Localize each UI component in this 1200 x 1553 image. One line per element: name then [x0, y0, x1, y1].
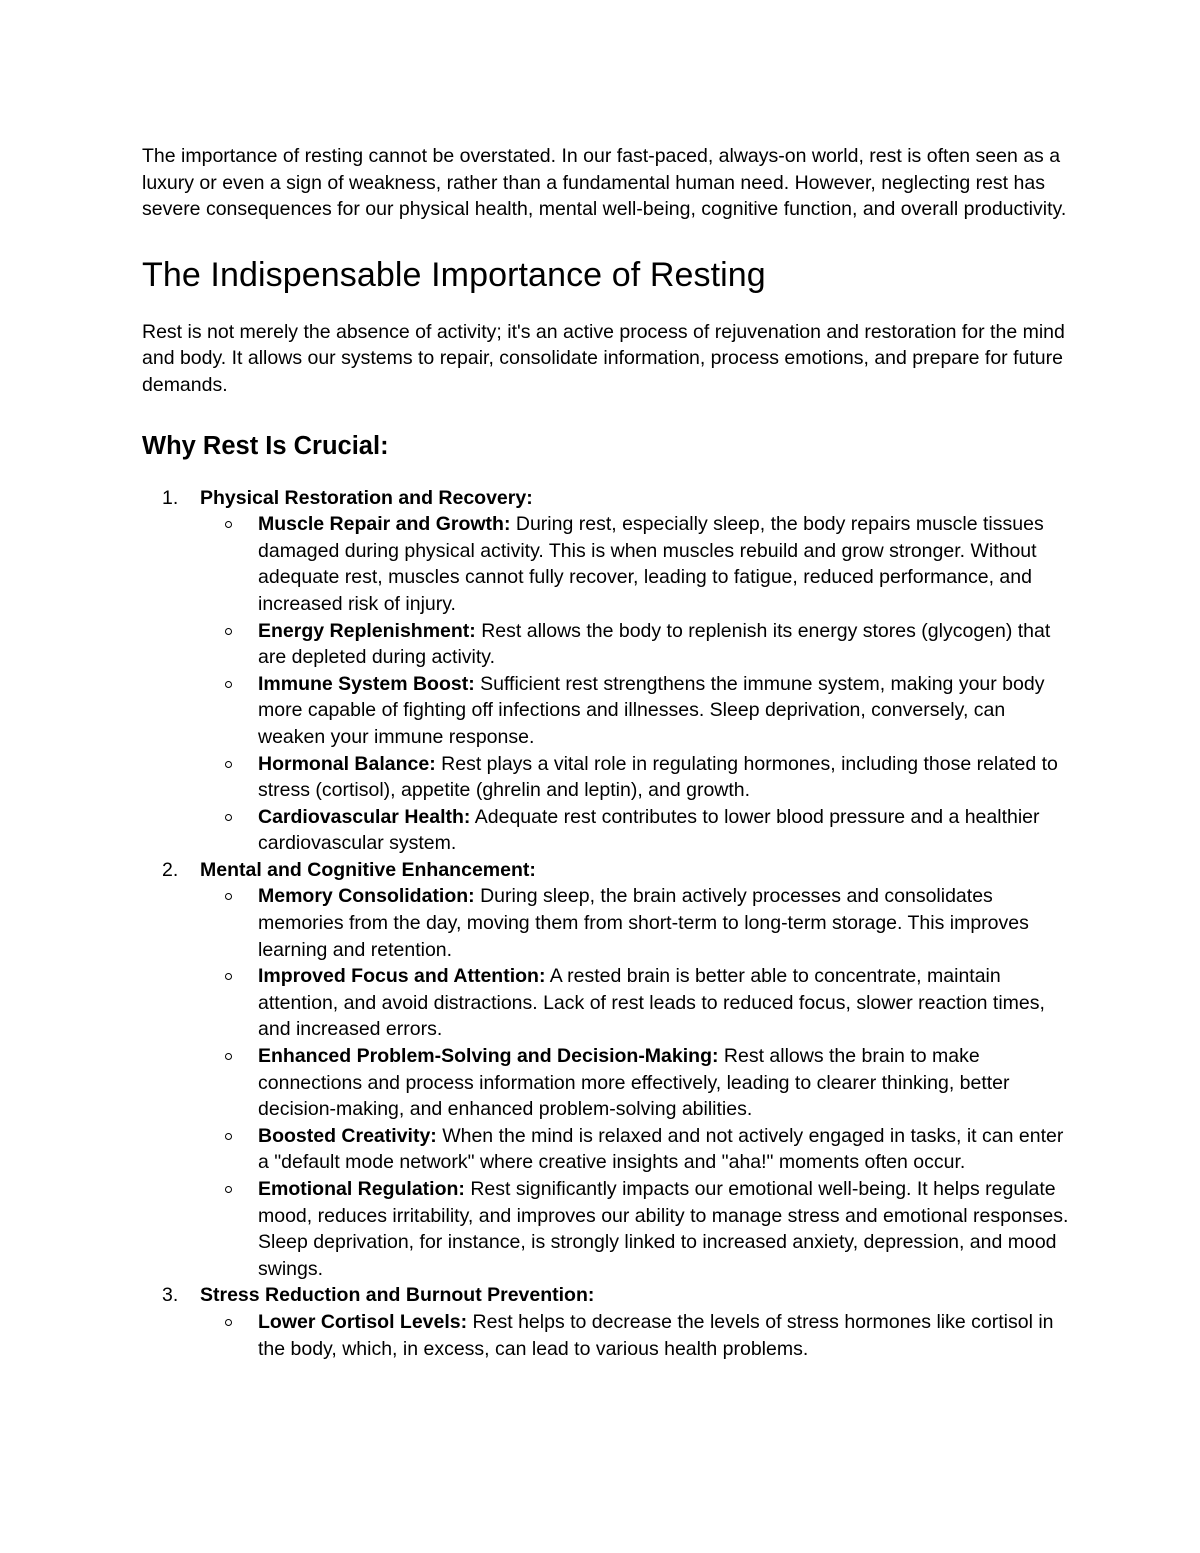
list-number: 3.	[162, 1284, 179, 1307]
sub-list	[200, 883, 1077, 1282]
sub-list-item	[200, 511, 1077, 617]
circle-bullet-icon	[225, 761, 232, 768]
term-description: A rested brain is better able to concentrate, maintain attention, and avoid distractions. Lack of rest leads to reduced focus, slower reaction times, and increased errors.	[258, 965, 1045, 1041]
document-heading: The Indispensable Importance of Resting	[142, 255, 766, 294]
list-item	[142, 857, 1077, 1283]
sub-list-item	[200, 1176, 1077, 1282]
term-description: When the mind is relaxed and not actively engaged in tasks, it can enter a "default mode network" where creative insights and "aha!" moments often occur.	[258, 1124, 1064, 1174]
term-label: Energy Replenishment:	[258, 619, 476, 642]
circle-bullet-icon	[225, 1133, 232, 1140]
term-label: Emotional Regulation:	[258, 1178, 465, 1200]
circle-bullet-icon	[225, 1053, 232, 1060]
sub-list-item	[200, 1123, 1077, 1176]
sub-list-item	[200, 1043, 1077, 1123]
term-label: Immune System Boost:	[258, 672, 475, 695]
intro-paragraph: The importance of resting cannot be overstated. In our fast-paced, always-on world, rest is often seen as a luxury or even a sign of weakness, rather than a fundamental human need. However, neglecting rest has severe consequences for our physical health, mental well-being, cognitive function, and overall productivity.	[142, 145, 1067, 221]
list-item-title: Stress Reduction and Burnout Prevention:	[200, 1284, 595, 1307]
circle-bullet-icon	[225, 681, 232, 688]
circle-bullet-icon	[225, 893, 232, 900]
term-label: Cardiovascular Health:	[258, 805, 471, 828]
circle-bullet-icon	[225, 628, 232, 635]
sub-list-item	[200, 883, 1077, 963]
list-item-title: Physical Restoration and Recovery:	[200, 486, 533, 509]
sub-list	[200, 511, 1077, 857]
term-description: Rest plays a vital role in regulating hormones, including those related to stress (cortisol), appetite (ghrelin and leptin), and growth.	[258, 752, 1058, 802]
sub-list-item	[200, 751, 1077, 804]
term-label: Hormonal Balance:	[258, 752, 436, 775]
term-description: Rest significantly impacts our emotional well-being. It helps regulate mood, reduces irritability, and improves our ability to manage stress and emotional responses. Sleep deprivation, for instance, is strongly linked to increased anxiety, depression, and mood swings.	[258, 1178, 1069, 1280]
body-paragraph: Rest is not merely the absence of activity; it's an active process of rejuvenation and restoration for the mind and body. It allows our systems to repair, consolidate information, process emotions, and prepare for future demands.	[142, 320, 1065, 396]
list-item	[142, 485, 1077, 857]
circle-bullet-icon	[225, 973, 232, 980]
sub-list-item	[200, 804, 1077, 857]
sub-list-item	[200, 963, 1077, 1043]
term-description: During sleep, the brain actively processes and consolidates memories from the day, moving them from short-term to long-term storage. This improves learning and retention.	[258, 885, 1029, 961]
term-description: Rest helps to decrease the levels of stress hormones like cortisol in the body, which, in excess, can lead to various health problems.	[258, 1310, 1054, 1360]
term-label: Lower Cortisol Levels:	[258, 1310, 468, 1333]
term-description: Adequate rest contributes to lower blood pressure and a healthier cardiovascular system.	[258, 805, 1040, 855]
sub-list	[200, 1309, 1077, 1362]
term-description: Rest allows the brain to make connections and process information more effectively, leading to clearer thinking, better decision-making, and enhanced problem-solving abilities.	[258, 1045, 1010, 1121]
sub-list-item	[200, 1309, 1077, 1362]
term-description: During rest, especially sleep, the body repairs muscle tissues damaged during physical activity. This is when muscles rebuild and grow stronger. Without adequate rest, muscles cannot fully recover, leading to fatigue, reduced performance, and increased risk of injury.	[258, 513, 1044, 615]
term-description: Rest allows the body to replenish its energy stores (glycogen) that are depleted during activity.	[258, 619, 1051, 669]
circle-bullet-icon	[225, 814, 232, 821]
list-number: 1.	[162, 486, 179, 509]
list-item-title: Mental and Cognitive Enhancement:	[200, 858, 536, 881]
reasons-list	[142, 485, 1077, 1363]
list-number: 2.	[162, 858, 179, 881]
sub-list-item	[200, 671, 1077, 751]
term-label: Memory Consolidation:	[258, 885, 475, 908]
section-subheading: Why Rest Is Crucial:	[142, 431, 389, 460]
term-label: Improved Focus and Attention:	[258, 965, 546, 988]
list-item	[142, 1282, 1077, 1362]
sub-list-item	[200, 618, 1077, 671]
term-label: Boosted Creativity:	[258, 1124, 437, 1147]
term-label: Enhanced Problem-Solving and Decision-Making:	[258, 1045, 719, 1068]
term-description: Sufficient rest strengthens the immune system, making your body more capable of fighting off infections and illnesses. Sleep deprivation, conversely, can weaken your immune response.	[258, 672, 1045, 748]
document-page	[142, 143, 1077, 1362]
term-label: Muscle Repair and Growth:	[258, 513, 511, 536]
circle-bullet-icon	[225, 521, 232, 528]
circle-bullet-icon	[225, 1186, 232, 1193]
circle-bullet-icon	[225, 1319, 232, 1326]
